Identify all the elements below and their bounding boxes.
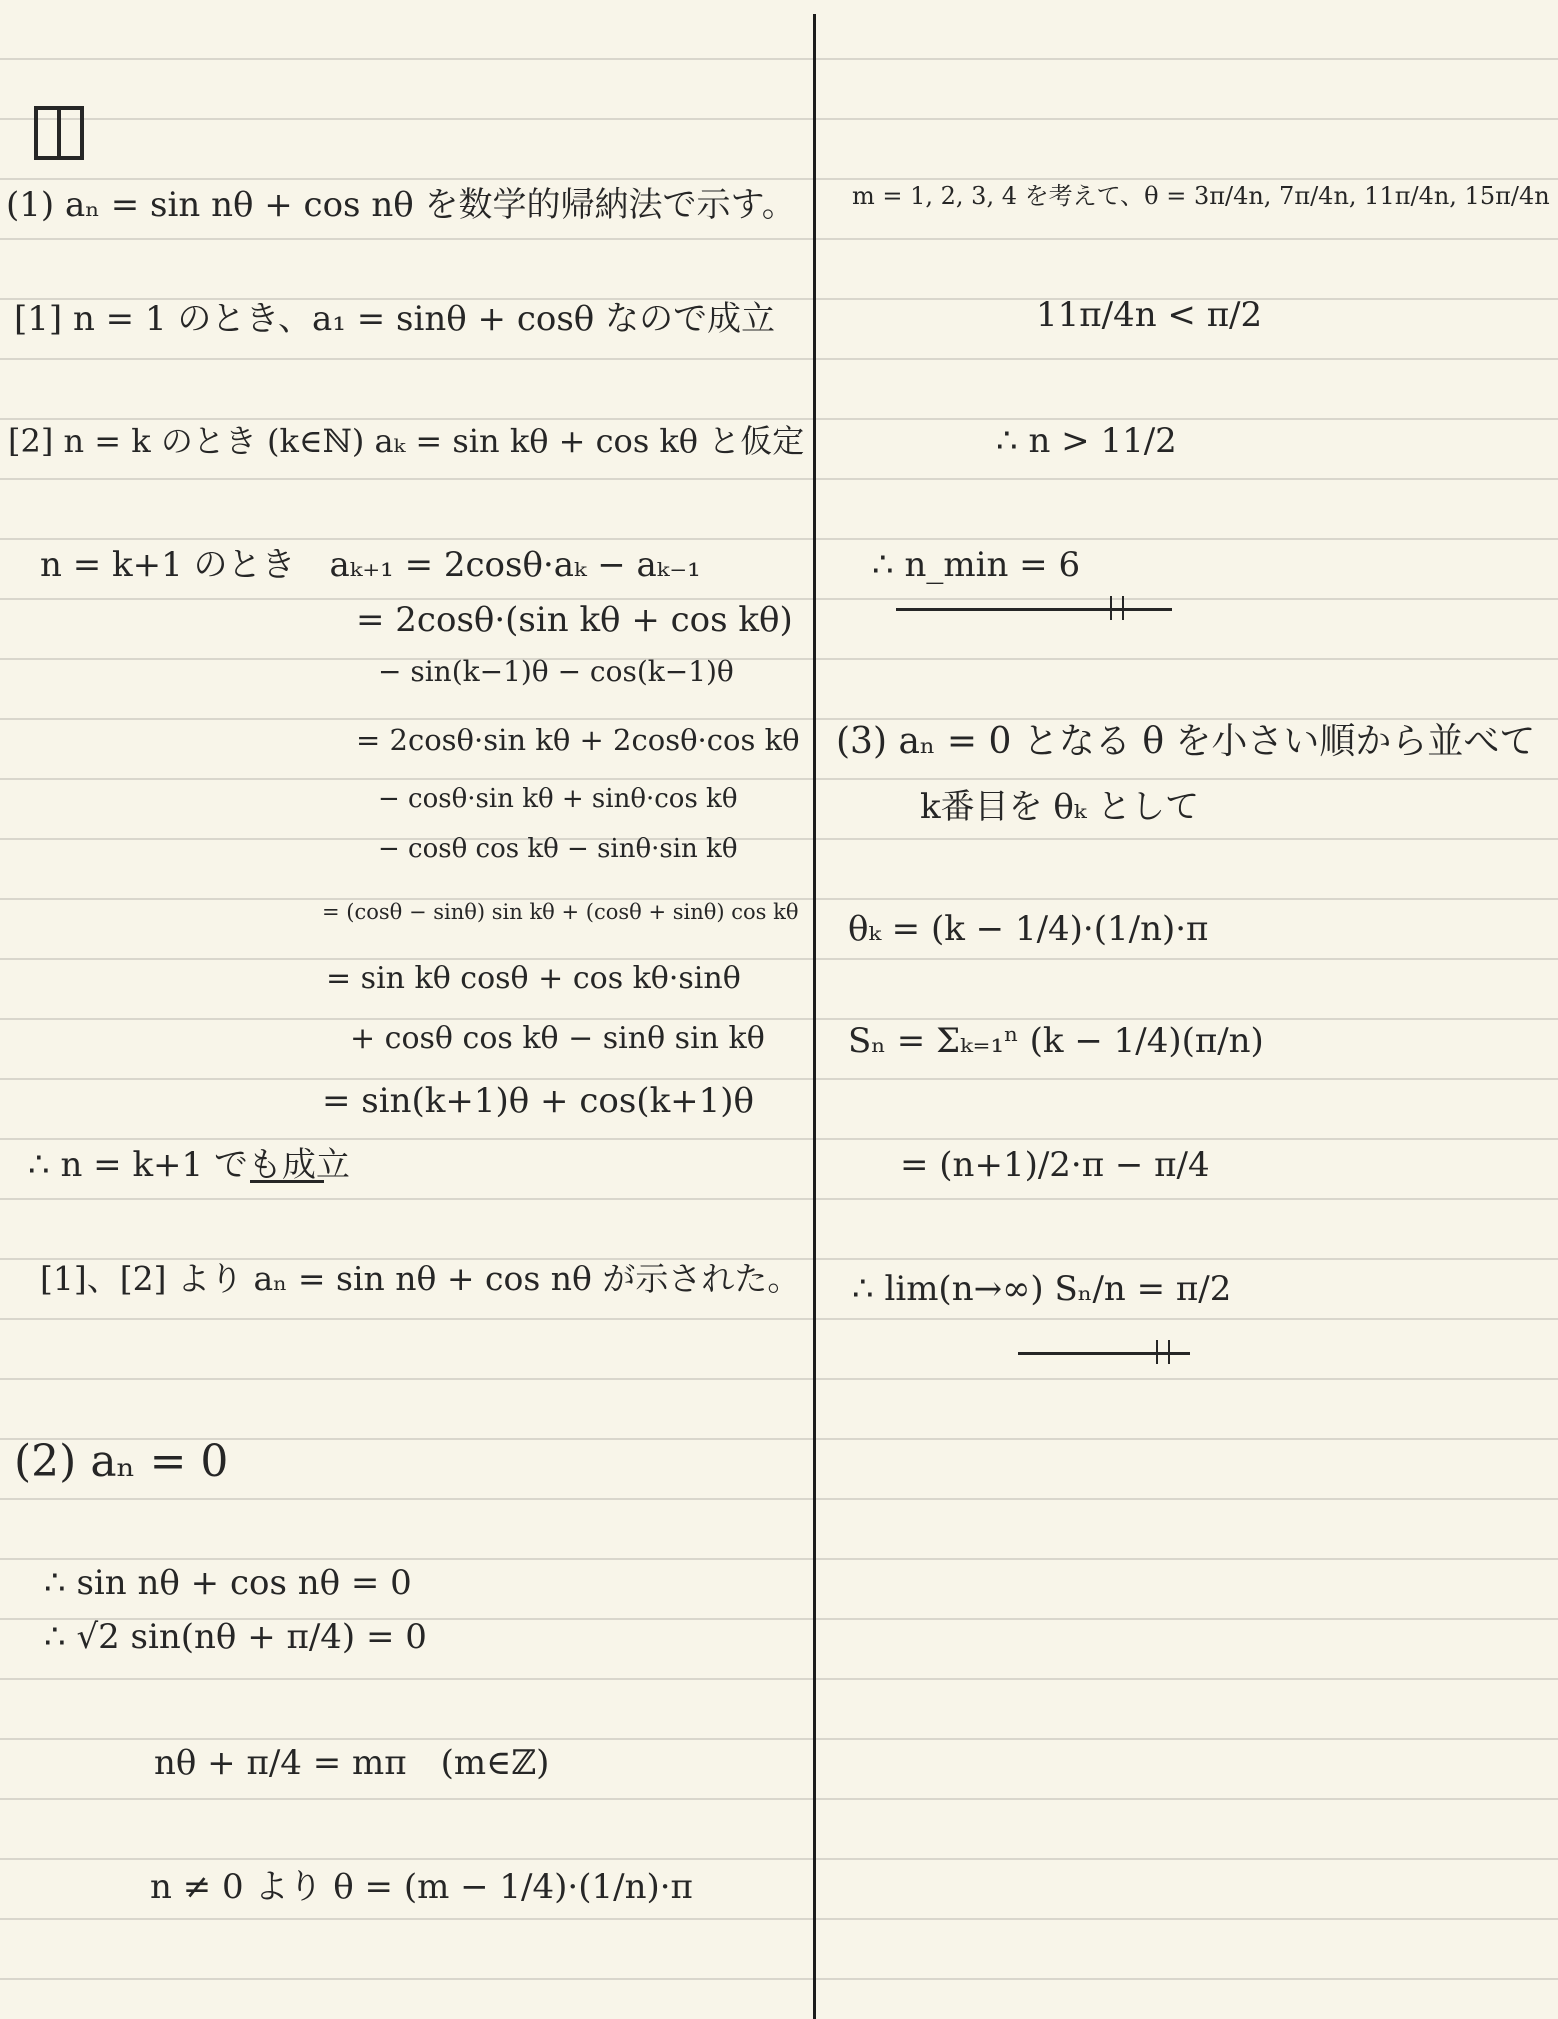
left-line-7: = 2cosθ·sin kθ + 2cosθ·cos kθ bbox=[356, 723, 800, 757]
right-line-4: ∴ n_min = 6 bbox=[872, 545, 1081, 585]
left-line-15: [1]、[2] より aₙ = sin nθ + cos nθ が示された。 bbox=[40, 1259, 801, 1298]
right-line-2: 11π/4n < π/2 bbox=[1036, 295, 1263, 335]
right-line-10: ∴ lim(n→∞) Sₙ/n = π/2 bbox=[852, 1269, 1232, 1309]
left-line-10: = (cosθ − sinθ) sin kθ + (cosθ + sinθ) cos kθ bbox=[322, 900, 799, 924]
answer-underline-2 bbox=[896, 608, 1172, 611]
left-line-2: [1] n = 1 のとき、a₁ = sinθ + cosθ なので成立 bbox=[14, 299, 776, 339]
problem-number-box bbox=[34, 106, 84, 160]
left-line-1: (1) aₙ = sin nθ + cos nθ を数学的帰納法で示す。 bbox=[6, 185, 796, 225]
left-line-19: nθ + π/4 = mπ (m∈ℤ) bbox=[154, 1743, 550, 1783]
left-line-8: − cosθ·sin kθ + sinθ·cos kθ bbox=[378, 784, 738, 814]
left-line-11: = sin kθ cosθ + cos kθ·sinθ bbox=[326, 961, 741, 996]
right-line-1: m = 1, 2, 3, 4 を考えて、θ = 3π/4n, 7π/4n, 11π/4n, 15π/4n bbox=[852, 182, 1550, 210]
right-line-5: (3) aₙ = 0 となる θ を小さい順から並べて bbox=[836, 721, 1536, 762]
right-line-8: Sₙ = Σₖ₌₁ⁿ (k − 1/4)(π/n) bbox=[848, 1021, 1264, 1061]
right-line-9: = (n+1)/2·π − π/4 bbox=[900, 1145, 1210, 1185]
left-line-17: ∴ sin nθ + cos nθ = 0 bbox=[44, 1563, 412, 1603]
right-line-7: θₖ = (k − 1/4)·(1/n)·π bbox=[848, 909, 1209, 949]
answer-tick-3a bbox=[1156, 1340, 1158, 1364]
right-line-6: k番目を θₖ として bbox=[920, 787, 1200, 827]
left-line-6: − sin(k−1)θ − cos(k−1)θ bbox=[378, 655, 734, 688]
left-line-16: (2) aₙ = 0 bbox=[14, 1436, 229, 1487]
left-line-13: = sin(k+1)θ + cos(k+1)θ bbox=[322, 1081, 755, 1121]
left-line-5: = 2cosθ·(sin kθ + cos kθ) bbox=[356, 600, 793, 640]
answer-tick-3b bbox=[1168, 1340, 1170, 1364]
answer-tick-2b bbox=[1122, 596, 1124, 620]
column-divider bbox=[813, 14, 816, 2019]
left-line-14: ∴ n = k+1 でも成立 bbox=[28, 1145, 350, 1185]
left-line-18: ∴ √2 sin(nθ + π/4) = 0 bbox=[44, 1617, 427, 1657]
answer-tick-2a bbox=[1110, 596, 1112, 620]
left-underline-established bbox=[250, 1180, 324, 1183]
right-line-3: ∴ n > 11/2 bbox=[996, 421, 1177, 461]
answer-underline-3 bbox=[1018, 1352, 1190, 1355]
left-line-4: n = k+1 のとき aₖ₊₁ = 2cosθ·aₖ − aₖ₋₁ bbox=[40, 545, 701, 585]
left-line-12: + cosθ cos kθ − sinθ sin kθ bbox=[350, 1021, 765, 1056]
left-line-3: [2] n = k のとき (k∈ℕ) aₖ = sin kθ + cos kθ と仮定 bbox=[8, 422, 805, 460]
left-line-9: − cosθ cos kθ − sinθ·sin kθ bbox=[378, 834, 738, 864]
left-line-20: n ≠ 0 より θ = (m − 1/4)·(1/n)·π bbox=[150, 1867, 693, 1907]
